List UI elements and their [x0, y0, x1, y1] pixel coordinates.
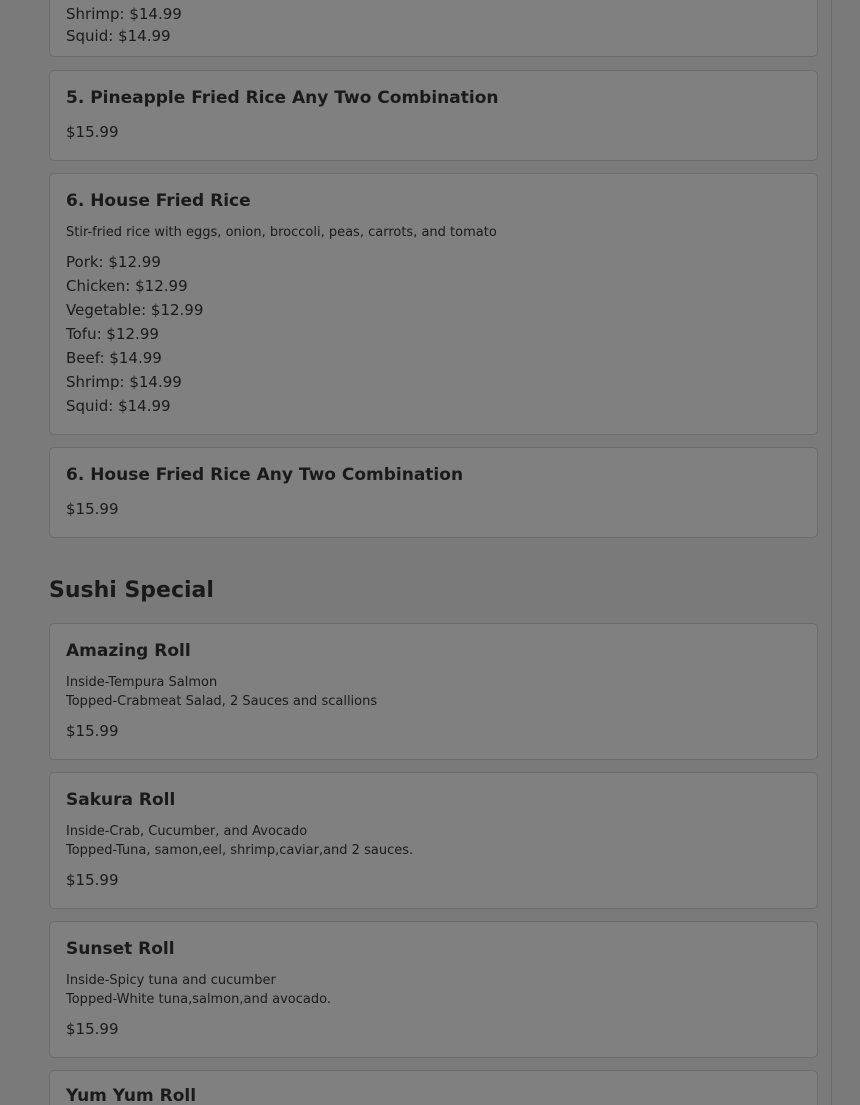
price-line-value: $14.99 — [129, 373, 182, 391]
menu-item-card[interactable] — [49, 447, 818, 538]
price-line-value: $14.99 — [118, 397, 171, 415]
price-line — [66, 349, 162, 367]
price-line — [66, 5, 182, 23]
price-line — [66, 301, 203, 319]
menu-item-title: Sakura Roll — [66, 790, 176, 810]
price-line-value: $14.99 — [129, 5, 182, 23]
price-line-label: Squid: — [66, 27, 114, 45]
menu-item-title: 5. Pineapple Fried Rice Any Two Combination — [66, 88, 499, 108]
menu-item-title: 6. House Fried Rice Any Two Combination — [66, 465, 464, 485]
menu-item-card[interactable] — [49, 623, 818, 760]
menu-item-price: $15.99 — [66, 123, 119, 141]
menu-item-card[interactable] — [49, 0, 818, 57]
price-line-label: Chicken: — [66, 277, 131, 295]
menu-item-title: Amazing Roll — [66, 641, 191, 661]
menu-item-title: 6. House Fried Rice — [66, 191, 251, 211]
section-title: Sushi Special — [49, 578, 214, 603]
price-line-label: Shrimp: — [66, 5, 125, 23]
menu-item-title: Yum Yum Roll — [66, 1086, 197, 1105]
menu-item-topped: Topped-White tuna,salmon,and avocado. — [66, 992, 331, 1007]
price-line — [66, 373, 182, 391]
menu-item-inside: Inside-Tempura Salmon — [66, 675, 218, 690]
menu-item-price: $15.99 — [66, 500, 119, 518]
price-line-label: Tofu: — [66, 325, 102, 343]
price-line-value: $12.99 — [106, 325, 159, 343]
menu-item-inside: Inside-Spicy tuna and cucumber — [66, 973, 276, 988]
menu-item-card[interactable] — [49, 70, 818, 161]
price-line-label: Squid: — [66, 397, 114, 415]
menu-item-description: Stir-fried rice with eggs, onion, broccoli, peas, carrots, and tomato — [66, 225, 497, 240]
price-line-label: Shrimp: — [66, 373, 125, 391]
menu-item-card[interactable] — [49, 173, 818, 435]
menu-item-card[interactable] — [49, 1070, 818, 1105]
price-line — [66, 325, 159, 343]
price-line-value: $12.99 — [150, 301, 204, 319]
price-line-value: $14.99 — [118, 27, 171, 45]
menu-item-topped: Topped-Crabmeat Salad, 2 Sauces and scallions — [66, 694, 378, 709]
menu-item-price: $15.99 — [66, 722, 119, 740]
price-line-label: Vegetable: — [66, 301, 147, 319]
price-line — [66, 397, 171, 415]
price-line — [66, 277, 188, 295]
menu-item-inside: Inside-Crab, Cucumber, and Avocado — [66, 824, 308, 839]
price-line — [66, 253, 161, 271]
price-line-value: $12.99 — [135, 277, 188, 295]
menu-item-title: Sunset Roll — [66, 939, 175, 959]
price-line-label: Pork: — [66, 253, 104, 271]
scroll-divider — [831, 0, 832, 1105]
price-line-label: Beef: — [66, 349, 105, 367]
menu-item-price: $15.99 — [66, 871, 119, 889]
price-line — [66, 27, 171, 45]
menu-item-card[interactable] — [49, 921, 818, 1058]
menu-item-card[interactable] — [49, 772, 818, 909]
menu-item-price: $15.99 — [66, 1020, 119, 1038]
price-line-value: $14.99 — [109, 349, 162, 367]
menu-item-topped: Topped-Tuna, samon,eel, shrimp,caviar,and 2 sauces. — [66, 843, 414, 858]
price-line-value: $12.99 — [108, 253, 161, 271]
